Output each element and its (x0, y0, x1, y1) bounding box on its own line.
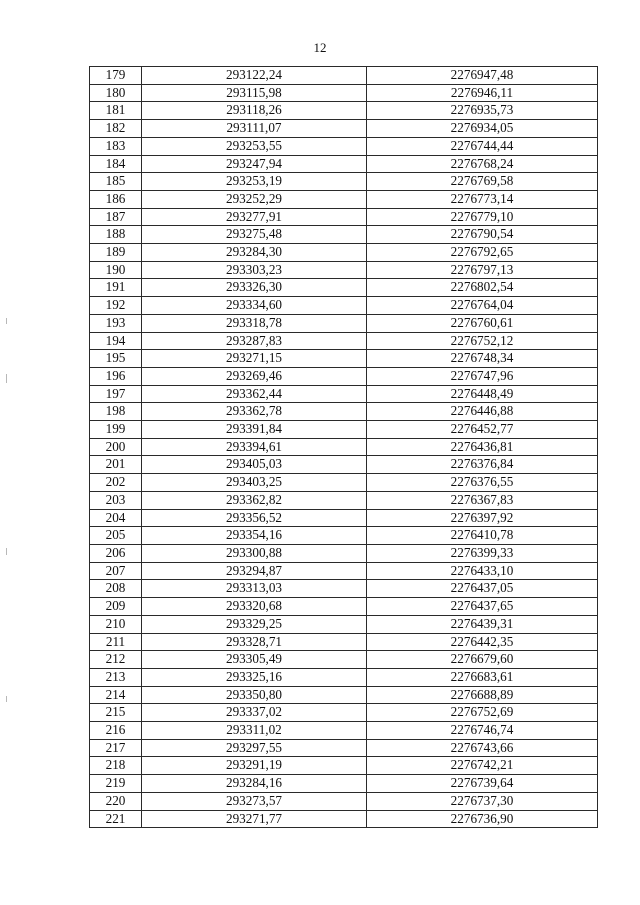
table-row (90, 102, 598, 120)
x-coordinate-cell: 293320,68 (142, 598, 367, 616)
table-row (90, 615, 598, 633)
x-coordinate-cell: 293350,80 (142, 686, 367, 704)
x-coordinate-cell: 293294,87 (142, 562, 367, 580)
point-number-cell: 217 (90, 739, 142, 757)
table-row (90, 509, 598, 527)
point-number-cell: 184 (90, 155, 142, 173)
x-coordinate-cell: 293325,16 (142, 668, 367, 686)
scan-artifact (6, 548, 7, 555)
table-row (90, 668, 598, 686)
y-coordinate-cell: 2276934,05 (367, 120, 598, 138)
point-number-cell: 208 (90, 580, 142, 598)
y-coordinate-cell: 2276935,73 (367, 102, 598, 120)
x-coordinate-cell: 293252,29 (142, 190, 367, 208)
x-coordinate-cell: 293115,98 (142, 84, 367, 102)
y-coordinate-cell: 2276764,04 (367, 297, 598, 315)
x-coordinate-cell: 293271,77 (142, 810, 367, 828)
table-row (90, 137, 598, 155)
point-number-cell: 194 (90, 332, 142, 350)
x-coordinate-cell: 293362,78 (142, 403, 367, 421)
table-row (90, 810, 598, 828)
y-coordinate-cell: 2276737,30 (367, 792, 598, 810)
x-coordinate-cell: 293118,26 (142, 102, 367, 120)
point-number-cell: 182 (90, 120, 142, 138)
point-number-cell: 214 (90, 686, 142, 704)
x-coordinate-cell: 293297,55 (142, 739, 367, 757)
y-coordinate-cell: 2276410,78 (367, 527, 598, 545)
point-number-cell: 179 (90, 67, 142, 85)
x-coordinate-cell: 293291,19 (142, 757, 367, 775)
point-number-cell: 202 (90, 474, 142, 492)
table-row (90, 580, 598, 598)
point-number-cell: 209 (90, 598, 142, 616)
y-coordinate-cell: 2276773,14 (367, 190, 598, 208)
table-row (90, 261, 598, 279)
point-number-cell: 220 (90, 792, 142, 810)
table-row (90, 67, 598, 85)
table-row (90, 367, 598, 385)
table-row (90, 244, 598, 262)
point-number-cell: 181 (90, 102, 142, 120)
table-row (90, 686, 598, 704)
y-coordinate-cell: 2276742,21 (367, 757, 598, 775)
x-coordinate-cell: 293326,30 (142, 279, 367, 297)
y-coordinate-cell: 2276797,13 (367, 261, 598, 279)
y-coordinate-cell: 2276947,48 (367, 67, 598, 85)
table-row (90, 792, 598, 810)
point-number-cell: 196 (90, 367, 142, 385)
x-coordinate-cell: 293253,19 (142, 173, 367, 191)
y-coordinate-cell: 2276744,44 (367, 137, 598, 155)
table-row (90, 173, 598, 191)
y-coordinate-cell: 2276752,12 (367, 332, 598, 350)
point-number-cell: 203 (90, 491, 142, 509)
point-number-cell: 199 (90, 421, 142, 439)
scan-artifact (6, 374, 7, 383)
x-coordinate-cell: 293287,83 (142, 332, 367, 350)
point-number-cell: 219 (90, 775, 142, 793)
table-row (90, 544, 598, 562)
table-row (90, 332, 598, 350)
x-coordinate-cell: 293334,60 (142, 297, 367, 315)
table-row (90, 722, 598, 740)
x-coordinate-cell: 293362,44 (142, 385, 367, 403)
point-number-cell: 191 (90, 279, 142, 297)
scan-artifact (6, 318, 7, 324)
scan-artifact (6, 696, 7, 702)
x-coordinate-cell: 293275,48 (142, 226, 367, 244)
point-number-cell: 206 (90, 544, 142, 562)
y-coordinate-cell: 2276397,92 (367, 509, 598, 527)
table-row (90, 527, 598, 545)
x-coordinate-cell: 293337,02 (142, 704, 367, 722)
y-coordinate-cell: 2276790,54 (367, 226, 598, 244)
table-row (90, 297, 598, 315)
y-coordinate-cell: 2276769,58 (367, 173, 598, 191)
point-number-cell: 204 (90, 509, 142, 527)
point-number-cell: 201 (90, 456, 142, 474)
point-number-cell: 205 (90, 527, 142, 545)
x-coordinate-cell: 293277,91 (142, 208, 367, 226)
point-number-cell: 193 (90, 314, 142, 332)
y-coordinate-cell: 2276739,64 (367, 775, 598, 793)
table-row (90, 598, 598, 616)
y-coordinate-cell: 2276683,61 (367, 668, 598, 686)
page-number: 12 (313, 40, 327, 55)
point-number-cell: 195 (90, 350, 142, 368)
x-coordinate-cell: 293111,07 (142, 120, 367, 138)
y-coordinate-cell: 2276752,69 (367, 704, 598, 722)
table-row (90, 474, 598, 492)
table-row (90, 190, 598, 208)
x-coordinate-cell: 293269,46 (142, 367, 367, 385)
y-coordinate-cell: 2276437,05 (367, 580, 598, 598)
table-row (90, 456, 598, 474)
y-coordinate-cell: 2276439,31 (367, 615, 598, 633)
y-coordinate-cell: 2276746,74 (367, 722, 598, 740)
y-coordinate-cell: 2276442,35 (367, 633, 598, 651)
x-coordinate-cell: 293284,16 (142, 775, 367, 793)
y-coordinate-cell: 2276792,65 (367, 244, 598, 262)
table-row (90, 438, 598, 456)
y-coordinate-cell: 2276748,34 (367, 350, 598, 368)
table-row (90, 651, 598, 669)
point-number-cell: 190 (90, 261, 142, 279)
x-coordinate-cell: 293303,23 (142, 261, 367, 279)
y-coordinate-cell: 2276946,11 (367, 84, 598, 102)
x-coordinate-cell: 293318,78 (142, 314, 367, 332)
point-number-cell: 211 (90, 633, 142, 651)
coordinates-table-body (90, 67, 598, 828)
x-coordinate-cell: 293403,25 (142, 474, 367, 492)
y-coordinate-cell: 2276437,65 (367, 598, 598, 616)
y-coordinate-cell: 2276433,10 (367, 562, 598, 580)
point-number-cell: 197 (90, 385, 142, 403)
y-coordinate-cell: 2276367,83 (367, 491, 598, 509)
point-number-cell: 188 (90, 226, 142, 244)
point-number-cell: 187 (90, 208, 142, 226)
point-number-cell: 185 (90, 173, 142, 191)
x-coordinate-cell: 293253,55 (142, 137, 367, 155)
table-row (90, 633, 598, 651)
x-coordinate-cell: 293328,71 (142, 633, 367, 651)
y-coordinate-cell: 2276436,81 (367, 438, 598, 456)
x-coordinate-cell: 293405,03 (142, 456, 367, 474)
table-row (90, 120, 598, 138)
table-row (90, 314, 598, 332)
table-row (90, 562, 598, 580)
table-row (90, 279, 598, 297)
x-coordinate-cell: 293273,57 (142, 792, 367, 810)
x-coordinate-cell: 293329,25 (142, 615, 367, 633)
x-coordinate-cell: 293247,94 (142, 155, 367, 173)
y-coordinate-cell: 2276768,24 (367, 155, 598, 173)
point-number-cell: 186 (90, 190, 142, 208)
table-row (90, 704, 598, 722)
point-number-cell: 198 (90, 403, 142, 421)
table-row (90, 208, 598, 226)
y-coordinate-cell: 2276399,33 (367, 544, 598, 562)
point-number-cell: 218 (90, 757, 142, 775)
table-row (90, 385, 598, 403)
y-coordinate-cell: 2276688,89 (367, 686, 598, 704)
coordinates-table (89, 66, 598, 828)
y-coordinate-cell: 2276679,60 (367, 651, 598, 669)
table-row (90, 775, 598, 793)
x-coordinate-cell: 293394,61 (142, 438, 367, 456)
point-number-cell: 183 (90, 137, 142, 155)
x-coordinate-cell: 293271,15 (142, 350, 367, 368)
table-row (90, 739, 598, 757)
table-row (90, 421, 598, 439)
table-row (90, 403, 598, 421)
x-coordinate-cell: 293354,16 (142, 527, 367, 545)
x-coordinate-cell: 293122,24 (142, 67, 367, 85)
y-coordinate-cell: 2276802,54 (367, 279, 598, 297)
point-number-cell: 212 (90, 651, 142, 669)
x-coordinate-cell: 293313,03 (142, 580, 367, 598)
x-coordinate-cell: 293311,02 (142, 722, 367, 740)
point-number-cell: 200 (90, 438, 142, 456)
y-coordinate-cell: 2276736,90 (367, 810, 598, 828)
y-coordinate-cell: 2276376,84 (367, 456, 598, 474)
point-number-cell: 192 (90, 297, 142, 315)
y-coordinate-cell: 2276452,77 (367, 421, 598, 439)
y-coordinate-cell: 2276376,55 (367, 474, 598, 492)
y-coordinate-cell: 2276779,10 (367, 208, 598, 226)
x-coordinate-cell: 293356,52 (142, 509, 367, 527)
point-number-cell: 180 (90, 84, 142, 102)
x-coordinate-cell: 293305,49 (142, 651, 367, 669)
point-number-cell: 215 (90, 704, 142, 722)
y-coordinate-cell: 2276448,49 (367, 385, 598, 403)
point-number-cell: 207 (90, 562, 142, 580)
table-row (90, 491, 598, 509)
y-coordinate-cell: 2276743,66 (367, 739, 598, 757)
x-coordinate-cell: 293362,82 (142, 491, 367, 509)
table-row (90, 226, 598, 244)
point-number-cell: 210 (90, 615, 142, 633)
x-coordinate-cell: 293391,84 (142, 421, 367, 439)
point-number-cell: 213 (90, 668, 142, 686)
point-number-cell: 221 (90, 810, 142, 828)
table-row (90, 84, 598, 102)
x-coordinate-cell: 293284,30 (142, 244, 367, 262)
table-row (90, 757, 598, 775)
y-coordinate-cell: 2276760,61 (367, 314, 598, 332)
y-coordinate-cell: 2276446,88 (367, 403, 598, 421)
x-coordinate-cell: 293300,88 (142, 544, 367, 562)
table-row (90, 350, 598, 368)
y-coordinate-cell: 2276747,96 (367, 367, 598, 385)
point-number-cell: 189 (90, 244, 142, 262)
point-number-cell: 216 (90, 722, 142, 740)
table-row (90, 155, 598, 173)
